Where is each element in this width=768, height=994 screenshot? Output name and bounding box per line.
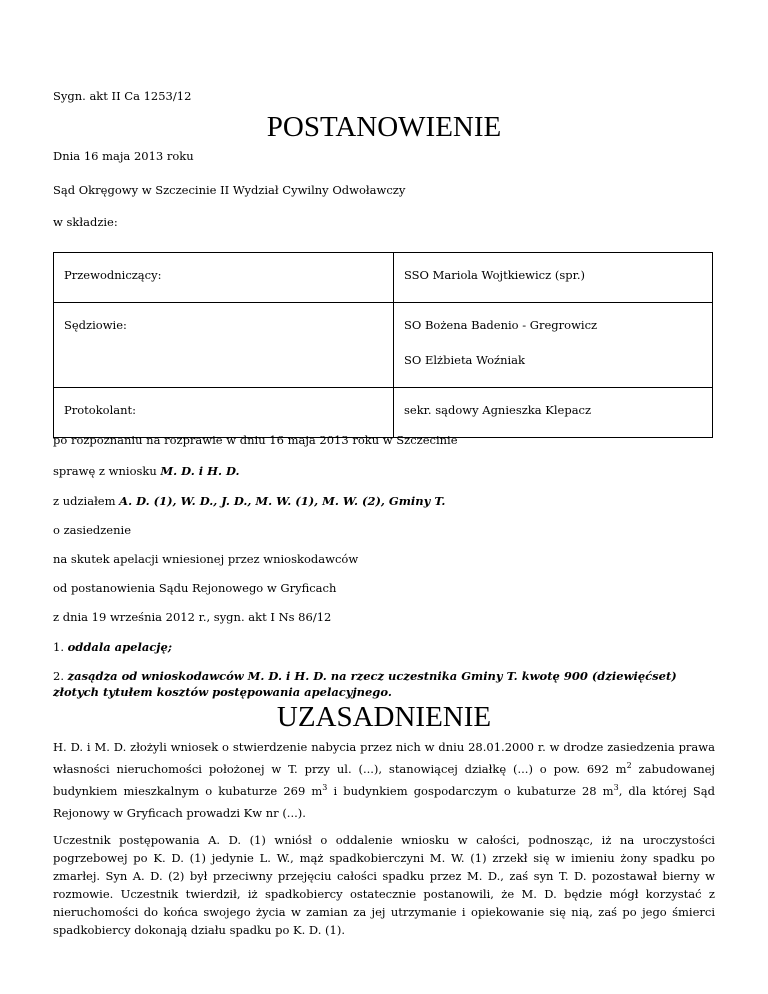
superscript: 3 <box>613 783 619 793</box>
superscript: 2 <box>626 761 632 771</box>
judges-value-cell <box>394 303 713 388</box>
clerk-label-cell <box>54 388 394 438</box>
composition-label: w składzie: <box>53 215 118 229</box>
justification-paragraph-1 <box>53 736 715 824</box>
ruling-item <box>53 639 172 655</box>
presiding-value: SSO Mariola Wojtkiewicz (spr.) <box>404 268 585 282</box>
document-title: POSTANOWIENIE <box>266 111 502 143</box>
participation-line <box>53 493 445 509</box>
paragraph-text: zabudowanej budynkiem mieszkalnym o kubaturze 269 m <box>53 762 715 798</box>
ruling-number: 2. <box>53 669 64 683</box>
participation-prefix: z udziałem <box>53 494 120 508</box>
table-row <box>54 253 713 303</box>
superscript: 3 <box>322 783 328 793</box>
court-line: Sąd Okręgowy w Szczecinie II Wydział Cywilny Odwoławczy <box>53 183 406 197</box>
subject-line: o zasiedzenie <box>53 523 131 537</box>
case-reference: Sygn. akt II Ca 1253/12 <box>53 89 192 103</box>
case-line <box>53 463 240 479</box>
presiding-label-cell <box>54 253 394 303</box>
judge-2: SO Elżbieta Woźniak <box>404 353 526 367</box>
appeal-line: na skutek apelacji wniesionej przez wnioskodawców <box>53 552 359 566</box>
presiding-label: Przewodniczący: <box>64 268 162 282</box>
lower-date-line: z dnia 19 września 2012 r., sygn. akt I Ns 86/12 <box>53 610 332 624</box>
case-prefix: sprawę z wniosku <box>53 464 161 478</box>
table-row <box>54 388 713 438</box>
judges-label: Sędziowie: <box>64 318 127 332</box>
paragraph-text: H. D. i M. D. złożyli wniosek o stwierdzenie nabycia przez nich w dniu 28.01.2000 r. w drodze zasiedzenia prawa własności nieruchomości położonej w T. przy ul. (...), stanowiącej działkę (...) o pow. 692 m <box>53 740 715 776</box>
ruling-number: 1. <box>53 640 64 654</box>
paragraph-text: i budynkiem gospodarczym o kubaturze 28 m <box>327 784 614 798</box>
ruling-item <box>53 668 715 700</box>
justification-paragraph-2: Uczestnik postępowania A. D. (1) wniósł o oddalenie wniosku w całości, podnosząc, iż na uroczystości pogrzebowej po K. D. (1) jedynie L. W., mąż spadkobierczyni M. W. (1) zrzekł się w imieniu żony spadku po zmarłej. Syn A. D. (2) był przeciwny przejęciu całości spadku przez M. D., zaś syn T. D. pozostawał bierny w rozmowie. Uczestnik twierdził, iż spadkobiercy ostatecznie postanowili, że M. D. będzie mógł korzystać z nieruchomości do końca swojego życia w zamian za jej utrzymanie i opiekowanie się nią, zaś po jego śmierci spadkobiercy dokonają działu spadku po K. D. (1). <box>53 833 715 937</box>
clerk-value-cell <box>394 388 713 438</box>
table-row <box>54 303 713 388</box>
court-panel-table <box>53 252 713 438</box>
clerk-label: Protokolant: <box>64 403 137 417</box>
judges-label-cell <box>54 303 394 388</box>
ruling-text: oddala apelację; <box>67 640 173 654</box>
hearing-line: po rozpoznaniu na rozprawie w dniu 16 maja 2013 roku w Szczecinie <box>53 433 458 447</box>
date-line: Dnia 16 maja 2013 roku <box>53 149 194 163</box>
paragraph-text: , dla której Sąd Rejonowy w Gryficach prowadzi Kw nr (...). <box>53 784 715 820</box>
judge-1: SO Bożena Badenio - Gregrowicz <box>404 318 598 332</box>
lower-court-line: od postanowienia Sądu Rejonowego w Gryficach <box>53 581 337 595</box>
justification-title: UZASADNIENIE <box>276 701 492 733</box>
ruling-text: zasądza od wnioskodawców M. D. i H. D. na rzecz uczestnika Gminy T. kwotę 900 (dziewięćset) złotych tytułem kosztów postępowania apelacyjnego. <box>53 669 677 699</box>
presiding-value-cell <box>394 253 713 303</box>
clerk-value: sekr. sądowy Agnieszka Klepacz <box>404 403 592 417</box>
applicants: M. D. i H. D. <box>160 464 240 478</box>
participants: A. D. (1), W. D., J. D., M. W. (1), M. W. (2), Gminy T. <box>119 494 446 508</box>
